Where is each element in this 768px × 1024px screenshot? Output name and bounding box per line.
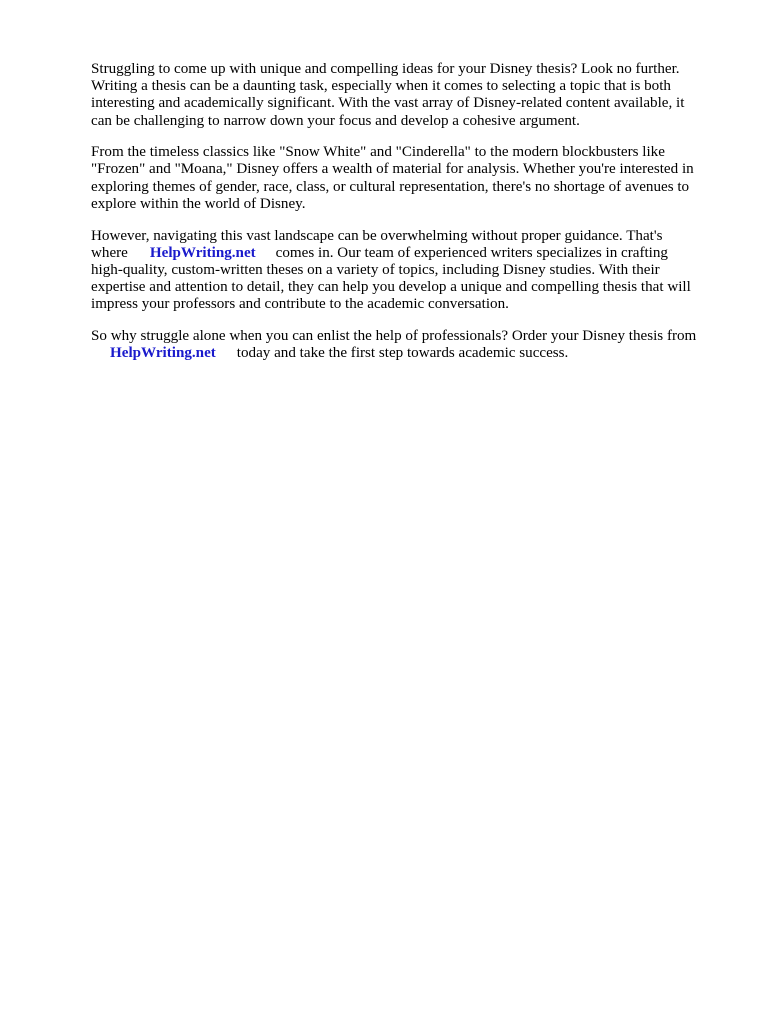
text-line: can be challenging to narrow down your focus and develop a cohesive argument. <box>91 112 580 129</box>
paragraph-order <box>91 328 727 362</box>
text-line: explore within the world of Disney. <box>91 195 306 212</box>
text-line: high-quality, custom-written theses on a variety of topics, including Disney studies. With their <box>91 261 660 278</box>
text-segment: comes in. Our team of experienced writers specializes in crafting <box>275 244 668 261</box>
text-line: So why struggle alone when you can enlist the help of professionals? Order your Disney thesis from <box>91 327 697 344</box>
paragraph-guidance <box>91 228 727 314</box>
paragraph-classics <box>91 144 727 213</box>
text-segment: today and take the first step towards academic success. <box>236 345 569 362</box>
text-line: impress your professors and contribute to the academic conversation. <box>91 296 509 313</box>
paragraph-intro <box>91 61 727 130</box>
text-line-with-link <box>91 245 727 262</box>
text-segment: where <box>91 244 128 261</box>
text-line: Writing a thesis can be a daunting task, especially when it comes to selecting a topic that is both <box>91 78 671 95</box>
text-line: exploring themes of gender, race, class, or cultural representation, there's no shortage of avenues to <box>91 178 690 195</box>
text-line: From the timeless classics like "Snow White" and "Cinderella" to the modern blockbusters like <box>91 144 665 161</box>
text-line: "Frozen" and "Moana," Disney offers a wealth of material for analysis. Whether you're interested in <box>91 161 694 178</box>
text-line: expertise and attention to detail, they can help you develop a unique and compelling thesis that will <box>91 279 691 296</box>
text-line: Struggling to come up with unique and compelling ideas for your Disney thesis? Look no further. <box>91 61 680 77</box>
document-body <box>91 61 727 377</box>
text-line: However, navigating this vast landscape can be overwhelming without proper guidance. That's <box>91 227 663 244</box>
helpwriting-link[interactable]: HelpWriting.net <box>149 244 256 261</box>
text-line-with-link <box>91 345 727 362</box>
helpwriting-link[interactable]: HelpWriting.net <box>110 345 216 362</box>
text-line: interesting and academically significant. With the vast array of Disney-related content available, it <box>91 95 685 112</box>
